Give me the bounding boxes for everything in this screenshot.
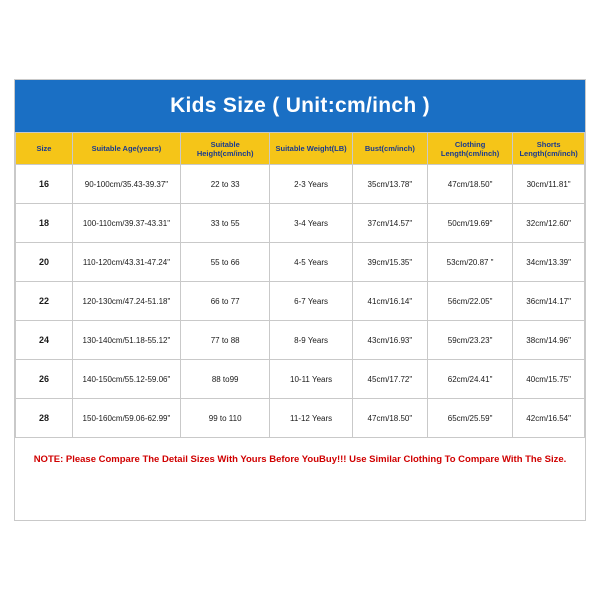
column-header-weight: Suitable Weight(LB) [270,133,353,165]
cell-age: 100-110cm/39.37-43.31" [72,204,180,243]
cell-clothing-length: 59cm/23.23" [427,321,512,360]
cell-clothing-length: 56cm/22.05" [427,282,512,321]
note-text: NOTE: Please Compare The Detail Sizes With Yours Before YouBuy!!! Use Similar Clothing To Compare With The Size. [33,454,567,466]
column-header-clothing-length: Clothing Length(cm/inch) [427,133,512,165]
cell-bust: 47cm/18.50" [352,399,427,438]
cell-height: 99 to 110 [181,399,270,438]
cell-weight: 11-12 Years [270,399,353,438]
table-header [16,133,585,165]
table-row [16,399,585,438]
cell-age: 150-160cm/59.06-62.99" [72,399,180,438]
cell-clothing-length: 50cm/19.69" [427,204,512,243]
cell-size: 16 [16,165,73,204]
table-header-row [16,133,585,165]
cell-clothing-length: 53cm/20.87 " [427,243,512,282]
cell-height: 33 to 55 [181,204,270,243]
table-row [16,243,585,282]
chart-title-bar [15,80,585,132]
cell-age: 110-120cm/43.31-47.24" [72,243,180,282]
cell-weight: 4-5 Years [270,243,353,282]
table-row [16,360,585,399]
cell-age: 120-130cm/47.24-51.18" [72,282,180,321]
cell-bust: 45cm/17.72" [352,360,427,399]
cell-shorts-length: 42cm/16.54" [513,399,585,438]
cell-height: 22 to 33 [181,165,270,204]
cell-weight: 2-3 Years [270,165,353,204]
column-header-shorts-length: Shorts Length(cm/inch) [513,133,585,165]
table-body [16,165,585,438]
column-header-height: Suitable Height(cm/inch) [181,133,270,165]
cell-clothing-length: 62cm/24.41" [427,360,512,399]
page-title: Kids Size ( Unit:cm/inch ) [170,94,430,117]
note-bar [15,438,585,482]
cell-weight: 3-4 Years [270,204,353,243]
size-table [15,132,585,438]
table-row [16,282,585,321]
cell-bust: 39cm/15.35" [352,243,427,282]
cell-height: 66 to 77 [181,282,270,321]
column-header-age: Suitable Age(years) [72,133,180,165]
cell-age: 140-150cm/55.12-59.06" [72,360,180,399]
cell-size: 26 [16,360,73,399]
table-row [16,204,585,243]
cell-bust: 35cm/13.78" [352,165,427,204]
cell-shorts-length: 38cm/14.96" [513,321,585,360]
cell-weight: 8-9 Years [270,321,353,360]
cell-shorts-length: 40cm/15.75" [513,360,585,399]
column-header-bust: Bust(cm/inch) [352,133,427,165]
cell-size: 22 [16,282,73,321]
cell-shorts-length: 30cm/11.81" [513,165,585,204]
cell-weight: 10-11 Years [270,360,353,399]
size-chart-card [14,79,586,521]
table-row [16,321,585,360]
cell-age: 130-140cm/51.18-55.12" [72,321,180,360]
cell-shorts-length: 36cm/14.17" [513,282,585,321]
cell-bust: 37cm/14.57" [352,204,427,243]
cell-clothing-length: 47cm/18.50" [427,165,512,204]
cell-height: 55 to 66 [181,243,270,282]
cell-size: 24 [16,321,73,360]
cell-age: 90-100cm/35.43-39.37" [72,165,180,204]
cell-weight: 6-7 Years [270,282,353,321]
cell-height: 77 to 88 [181,321,270,360]
column-header-size: Size [16,133,73,165]
cell-clothing-length: 65cm/25.59" [427,399,512,438]
cell-bust: 41cm/16.14" [352,282,427,321]
cell-size: 28 [16,399,73,438]
cell-size: 20 [16,243,73,282]
table-row [16,165,585,204]
cell-shorts-length: 32cm/12.60" [513,204,585,243]
cell-height: 88 to99 [181,360,270,399]
cell-shorts-length: 34cm/13.39" [513,243,585,282]
cell-bust: 43cm/16.93" [352,321,427,360]
cell-size: 18 [16,204,73,243]
